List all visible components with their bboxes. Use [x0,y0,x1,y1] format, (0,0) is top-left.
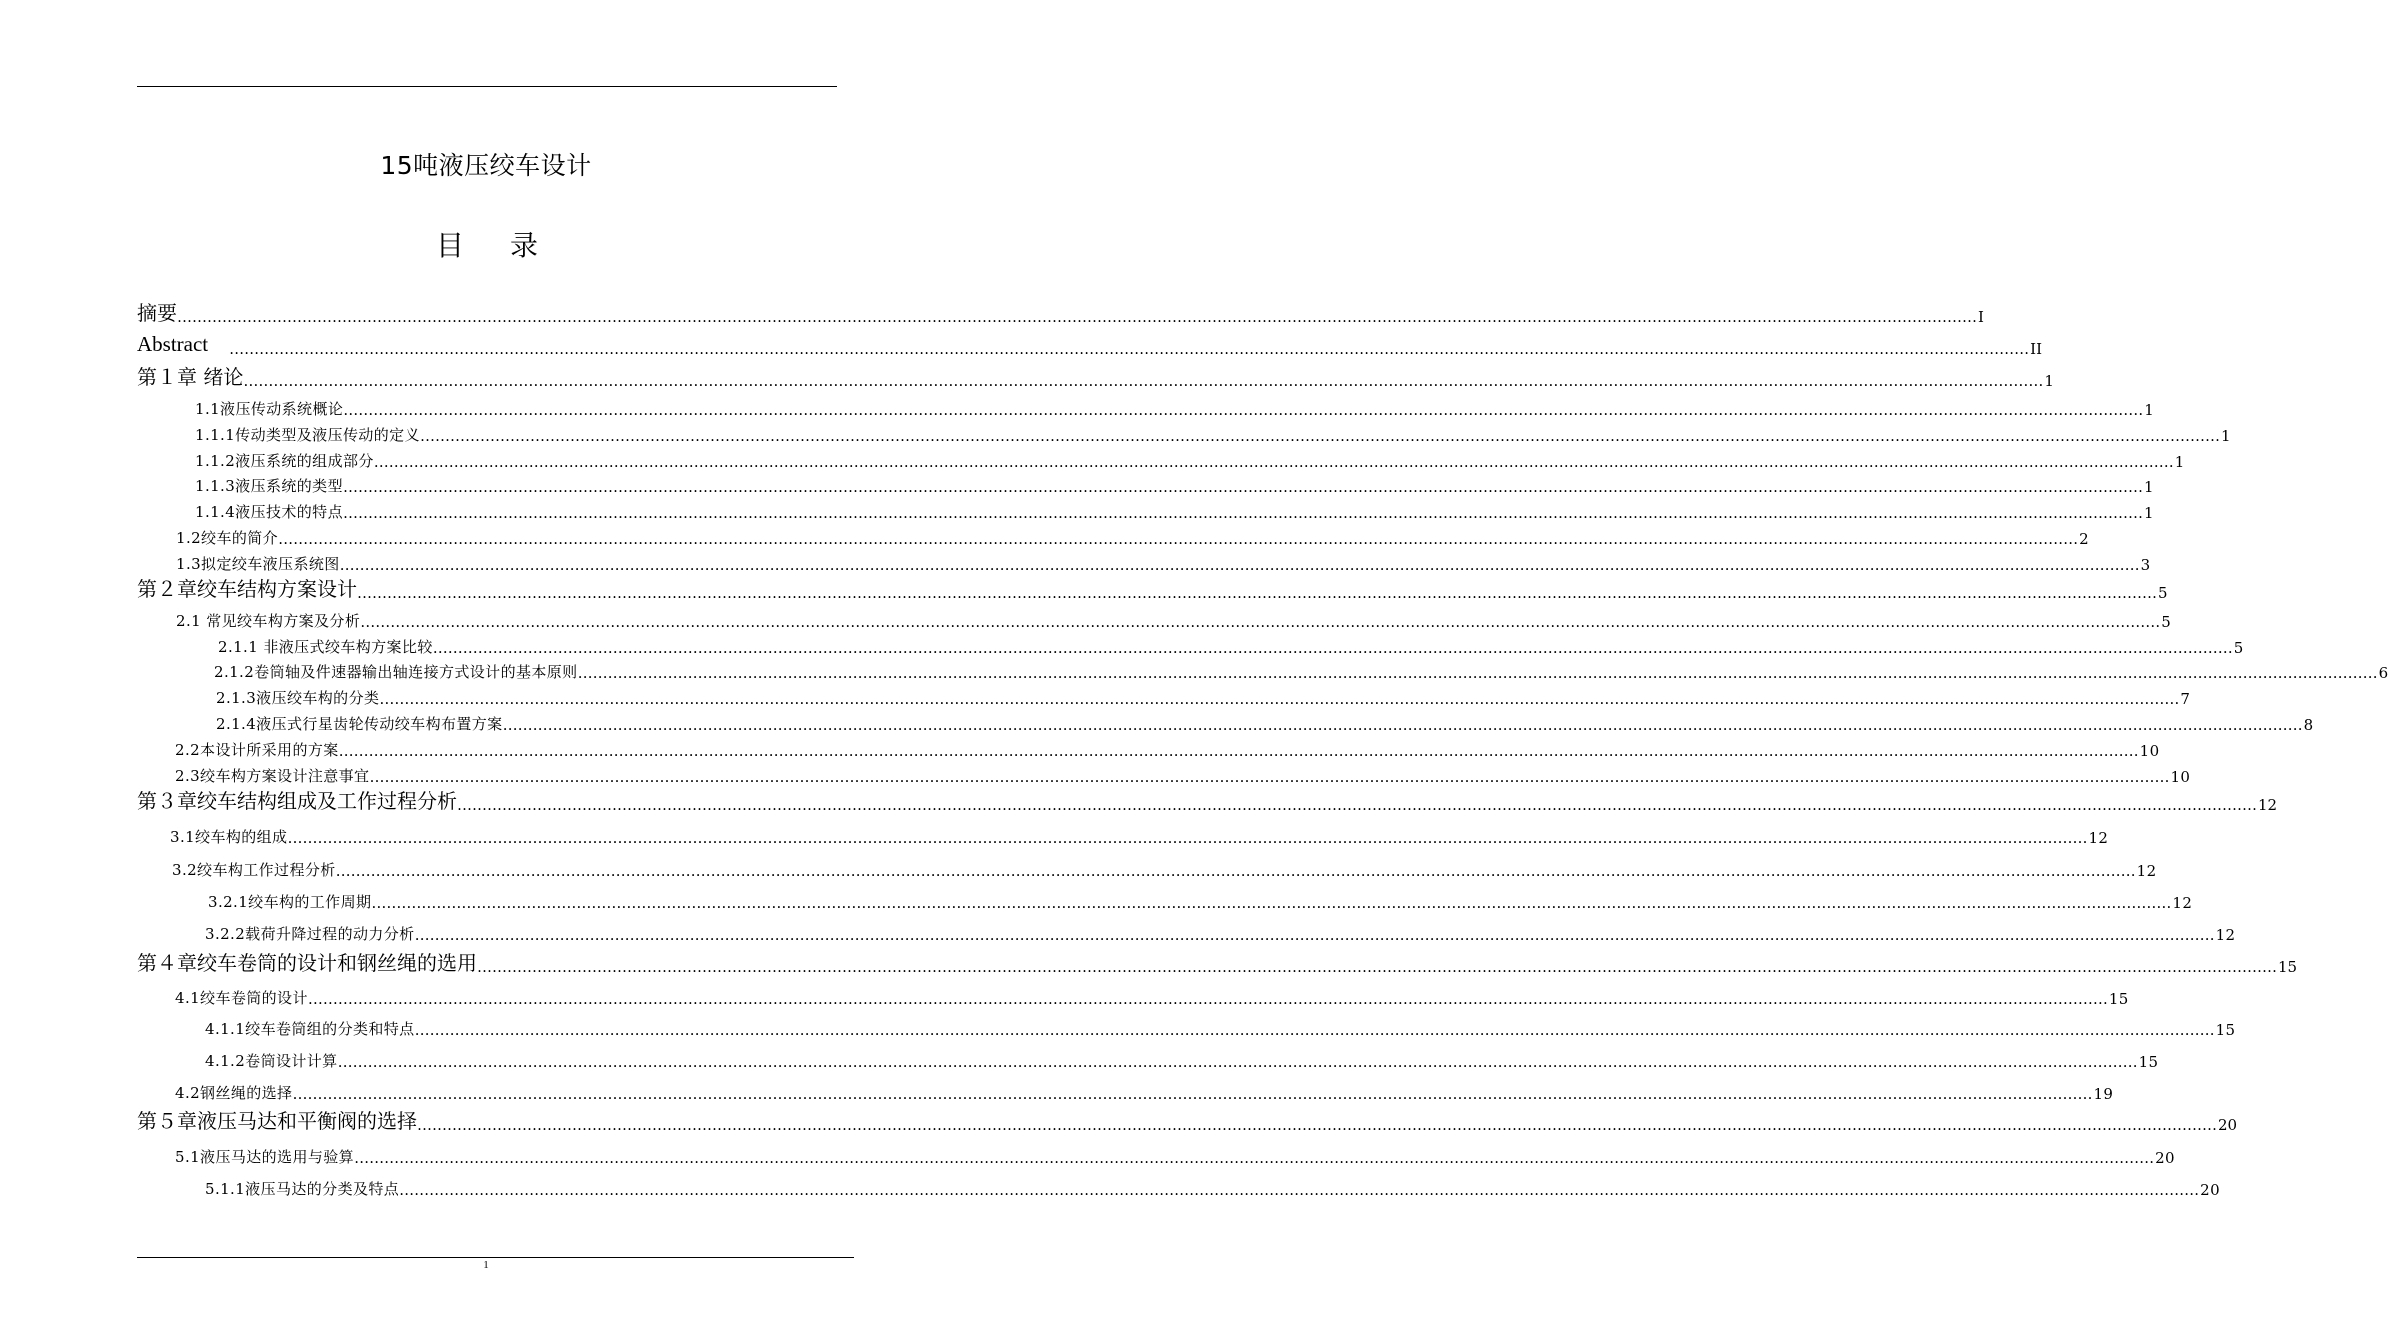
toc-entry-page: 7 [2180,690,2191,708]
toc-leader-dots: ……………………………………………………………………………………………………………………………………………………………………………………………………………………………………………………………………………………………………………………………… [369,768,2170,786]
toc-leader-dots: ……………………………………………………………………………………………………………………………………………………………………………………………………………………………………………………………………………………………………………………………… [419,427,2220,445]
toc-leader-dots: ……………………………………………………………………………………………………………………………………………………………………………………………………………………………………………………………………………………………………………………………… [414,926,2215,944]
toc-entry[interactable] [137,1108,2238,1134]
toc-entry-label: 2.1.2卷筒轴及件速器输出轴连接方式设计的基本原则 [214,663,578,681]
toc-entry[interactable] [208,886,2193,912]
toc-entry-label: 3.2.1绞车构的工作周期 [208,893,372,911]
toc-entry-page: 15 [2278,958,2298,976]
toc-entry[interactable] [175,1141,2175,1167]
toc-entry-label: 1.1.3液压系统的类型 [195,477,343,495]
toc-entry-page: 15 [2215,1021,2236,1039]
toc-entry-page: 8 [2303,716,2314,734]
toc-leader-dots: ……………………………………………………………………………………………………………………………………………………………………………………………………………………………………………………………………………………………………………………………… [278,530,2079,548]
toc-entry-page: 15 [2138,1053,2159,1071]
toc-entry-page: I [1978,308,1984,326]
toc-entry-page: 20 [2218,1116,2238,1134]
toc-leader-dots: ……………………………………………………………………………………………………………………………………………………………………………………………………………………………………………………………………………………………………………………………… [357,584,2157,602]
toc-entry[interactable] [137,950,2298,976]
toc-entry[interactable] [137,576,2168,602]
toc-entry[interactable] [195,419,2231,445]
toc-entry-label: 5.1.1液压马达的分类及特点 [205,1180,400,1198]
toc-entry[interactable] [205,918,2236,944]
toc-entry-label: 第４章绞车卷筒的设计和钢丝绳的选用 [137,951,477,975]
toc-entry[interactable] [170,821,2109,847]
toc-entry-label: 1.1.2液压系统的组成部分 [195,452,374,470]
toc-entry[interactable] [195,496,2154,522]
toc-entry-page: 12 [2215,926,2236,944]
toc-leader-dots: ……………………………………………………………………………………………………………………………………………………………………………………………………………………………………………………………………………………………………………………………… [477,958,2277,976]
toc-entry-label: 2.3绞车构方案设计注意事宜 [175,767,370,785]
toc-heading-char-1: 目 [435,229,464,262]
toc-entry[interactable] [137,788,2278,814]
toc-leader-dots: ……………………………………………………………………………………………………………………………………………………………………………………………………………………………………………………………………………………………………………………………… [342,478,2143,496]
toc-leader-dots: ……………………………………………………………………………………………………………………………………………………………………………………………………………………………………………………………………………………………………………………………… [177,308,1977,326]
toc-entry[interactable] [205,1173,2221,1199]
toc-entry-page: 5 [2158,584,2168,602]
toc-entry-page: 1 [2144,401,2155,419]
toc-entry-label: 3.2绞车构工作过程分析 [172,861,336,879]
toc-entry-label: 4.1.1绞车卷筒组的分类和特点 [205,1020,415,1038]
toc-entry-label: 1.1.4液压技术的特点 [195,503,343,521]
toc-heading-char-2: 录 [510,229,539,262]
toc-entry-label: 第２章绞车结构方案设计 [137,577,357,601]
page-number: 1 [483,1259,489,1271]
toc-entry-label: 2.1.4液压式行星齿轮传动绞车构布置方案 [216,715,503,733]
toc-entry-label: 第５章液压马达和平衡阀的选择 [137,1109,417,1133]
toc-entry[interactable] [195,393,2155,419]
toc-entry[interactable] [175,760,2191,786]
toc-entry[interactable] [172,854,2157,880]
toc-leader-dots: ……………………………………………………………………………………………………………………………………………………………………………………………………………………………………………………………………………………………………………………………… [577,664,2378,682]
toc-entry[interactable] [176,548,2151,574]
toc-entry[interactable] [216,708,2314,734]
toc-entry-page: 6 [2378,664,2389,682]
document-title: 15吨液压绞车设计 [380,151,592,180]
toc-leader-dots: ……………………………………………………………………………………………………………………………………………………………………………………………………………………………………………………………………………………………………………………………… [354,1149,2155,1167]
toc-entry-label: 摘要 [137,301,177,325]
toc-leader-dots: ……………………………………………………………………………………………………………………………………………………………………………………………………………………………………………………………………………………………………………………………… [343,401,2144,419]
toc-entry-label: 1.2绞车的简介 [176,529,279,547]
toc-entry[interactable] [214,656,2389,682]
toc-entry-page: 10 [2170,768,2191,786]
toc-leader-dots: ……………………………………………………………………………………………………………………………………………………………………………………………………………………………………………………………………………………………………………………………… [338,742,2139,760]
toc-entry-page: 1 [2143,504,2154,522]
toc-leader-dots: ……………………………………………………………………………………………………………………………………………………………………………………………………………………………………………………………………………………………………………………………… [360,613,2161,631]
toc-entry[interactable] [216,682,2191,708]
toc-entry[interactable] [175,734,2160,760]
toc-entry-label: 2.1.3液压绞车构的分类 [216,689,380,707]
toc-entry-page: 3 [2140,556,2151,574]
toc-leader-dots: ……………………………………………………………………………………………………………………………………………………………………………………………………………………………………………………………………………………………………………………………… [417,1116,2217,1134]
toc-leader-dots: ……………………………………………………………………………………………………………………………………………………………………………………………………………………………………………………………………………………………………………………………… [414,1021,2215,1039]
footer-rule [137,1257,854,1258]
toc-entry-page: 5 [2161,613,2172,631]
toc-entry-page: 1 [2044,372,2054,390]
toc-entry[interactable] [137,332,2043,358]
toc-leader-dots: ……………………………………………………………………………………………………………………………………………………………………………………………………………………………………………………………………………………………………………………………… [432,639,2233,657]
toc-entry-label: Abstract [137,332,230,356]
toc-entry-page: 1 [2220,427,2231,445]
toc-leader-dots: ……………………………………………………………………………………………………………………………………………………………………………………………………………………………………………………………………………………………………………………………… [457,796,2257,814]
toc-entry-page: 20 [2155,1149,2175,1167]
toc-leader-dots: ……………………………………………………………………………………………………………………………………………………………………………………………………………………………………………………………………………………………………………………………… [339,556,2140,574]
toc-leader-dots: ……………………………………………………………………………………………………………………………………………………………………………………………………………………………………………………………………………………………………………………………… [229,340,2030,358]
toc-entry[interactable] [176,605,2172,631]
toc-entry-page: 1 [2143,478,2154,496]
toc-leader-dots: ……………………………………………………………………………………………………………………………………………………………………………………………………………………………………………………………………………………………………………………………… [502,716,2303,734]
toc-leader-dots: ……………………………………………………………………………………………………………………………………………………………………………………………………………………………………………………………………………………………………………………………… [371,894,2172,912]
toc-entry-label: 2.1 常见绞车构方案及分析 [176,612,361,630]
toc-entry-label: 1.1.1传动类型及液压传动的定义 [195,426,420,444]
toc-entry-label: 1.3拟定绞车液压系统图 [176,555,340,573]
toc-entry-page: 19 [2093,1085,2114,1103]
toc-entry-label: 3.1绞车构的组成 [170,828,288,846]
toc-entry[interactable] [175,982,2129,1008]
toc-entry-page: 10 [2139,742,2160,760]
toc-entry-label: 4.2钢丝绳的选择 [175,1084,293,1102]
toc-entry-page: 12 [2136,862,2157,880]
toc-entry-page: 2 [2079,530,2090,548]
toc-leader-dots: ……………………………………………………………………………………………………………………………………………………………………………………………………………………………………………………………………………………………………………………………… [243,372,2044,390]
toc-leader-dots: ……………………………………………………………………………………………………………………………………………………………………………………………………………………………………………………………………………………………………………………………… [335,862,2136,880]
toc-leader-dots: ……………………………………………………………………………………………………………………………………………………………………………………………………………………………………………………………………………………………………………………………… [342,504,2143,522]
toc-entry[interactable] [176,522,2090,548]
toc-leader-dots: ……………………………………………………………………………………………………………………………………………………………………………………………………………………………………………………………………………………………………………………………… [287,829,2088,847]
toc-entry-page: 12 [2172,894,2193,912]
toc-entry-label: 第１章 绪论 [137,365,244,389]
toc-entry[interactable] [137,300,1984,326]
toc-leader-dots: ……………………………………………………………………………………………………………………………………………………………………………………………………………………………………………………………………………………………………………………………… [307,990,2108,1008]
toc-entry[interactable] [205,1013,2236,1039]
toc-entry-page: II [2030,340,2043,358]
toc-leader-dots: ……………………………………………………………………………………………………………………………………………………………………………………………………………………………………………………………………………………………………………………………… [337,1053,2138,1071]
header-rule [137,86,837,87]
toc-entry[interactable] [137,364,2054,390]
toc-leader-dots: ……………………………………………………………………………………………………………………………………………………………………………………………………………………………………………………………………………………………………………………………… [399,1181,2200,1199]
toc-entry-page: 15 [2108,990,2129,1008]
toc-entry-page: 5 [2233,639,2244,657]
toc-entry-label: 2.1.1 非液压式绞车构方案比较 [218,638,433,656]
toc-entry[interactable] [218,631,2244,657]
toc-entry-page: 12 [2258,796,2278,814]
toc-entry[interactable] [195,470,2154,496]
toc-leader-dots: ……………………………………………………………………………………………………………………………………………………………………………………………………………………………………………………………………………………………………………………………… [379,690,2180,708]
toc-entry-label: 2.2本设计所采用的方案 [175,741,339,759]
toc-leader-dots: ……………………………………………………………………………………………………………………………………………………………………………………………………………………………………………………………………………………………………………………………… [292,1085,2093,1103]
toc-entry-page: 12 [2088,829,2109,847]
toc-entry-label: 1.1液压传动系统概论 [195,400,344,418]
toc-heading [0,224,974,264]
toc-entry-label: 4.1绞车卷筒的设计 [175,989,308,1007]
toc-entry[interactable] [175,1077,2114,1103]
toc-entry-label: 4.1.2卷筒设计计算 [205,1052,338,1070]
toc-entry[interactable] [205,1045,2159,1071]
toc-entry-label: 5.1液压马达的选用与验算 [175,1148,355,1166]
toc-entry[interactable] [195,445,2185,471]
toc-entry-label: 3.2.2载荷升降过程的动力分析 [205,925,415,943]
toc-entry-page: 1 [2174,453,2185,471]
toc-leader-dots: ……………………………………………………………………………………………………………………………………………………………………………………………………………………………………………………………………………………………………………………………… [373,453,2174,471]
toc-entry-label: 第３章绞车结构组成及工作过程分析 [137,789,457,813]
toc-entry-page: 20 [2200,1181,2221,1199]
